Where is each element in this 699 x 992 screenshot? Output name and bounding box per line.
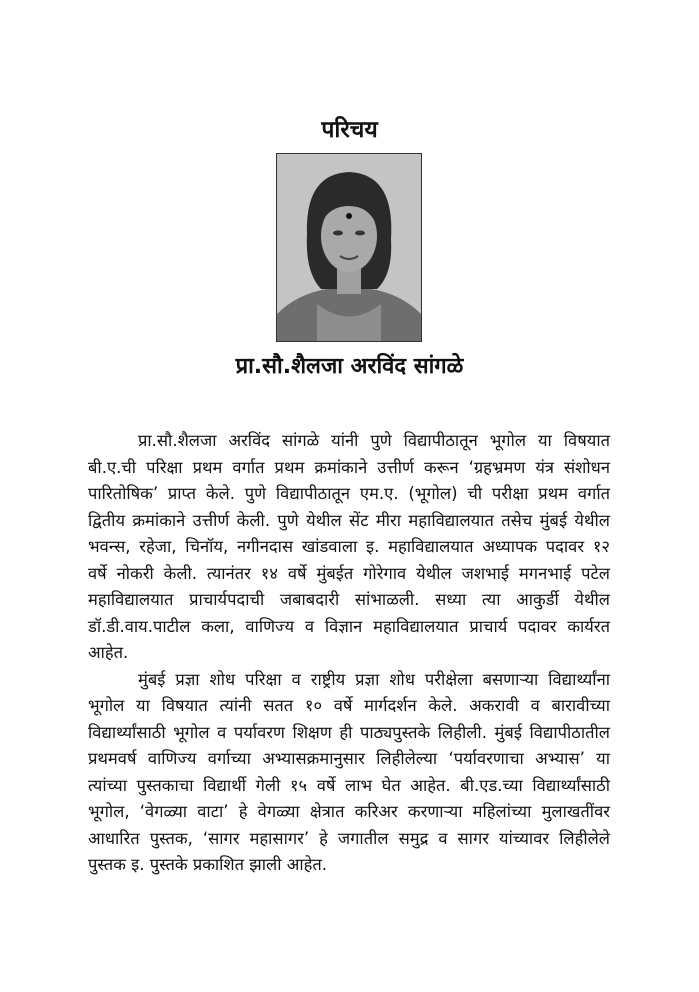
text-line: प्रा.सौ.शैलजा अरविंद सांगळे यांनी पुणे विद्यापीठातून भूगोल या विषयात (138, 431, 610, 450)
text-line: महाविद्यालयात प्राचार्यपदाची जबाबदारी सांभाळली. सध्या त्या आकुर्डी येथील (88, 590, 610, 609)
text-line: आधारित पुस्तक, ‘सागर महासागर’ हे जगातील समुद्र व सागर यांच्यावर लिहीलेले (88, 828, 610, 848)
paragraph-2 (88, 667, 610, 879)
text-line: त्यांच्या पुस्तकाचा विद्यार्थी गेली १५ वर्षे लाभ घेत आहेत. बी.एड.च्या विद्यार्थ्यांसाठी (88, 775, 610, 795)
text-line: पारितोषिक’ प्राप्त केले. पुणे विद्यापीठातून एम.ए. (भूगोल) ची परीक्षा प्रथम वर्गात (88, 484, 610, 503)
biography-text (88, 428, 610, 879)
text-line: पुस्तक इ. पुस्तके प्रकाशित झाली आहेत. (88, 855, 328, 874)
text-line: प्रथमवर्ष वाणिज्य वर्गाच्या अभ्यासक्रमानुसार लिहीलेल्या ‘पर्यावरणाचा अभ्यास’ या (88, 749, 610, 768)
text-line: डॉ.डी.वाय.पाटील कला, वाणिज्य व विज्ञान महाविद्यालयात प्राचार्य पदावर कार्यरत (88, 616, 610, 636)
portrait-image (277, 154, 421, 341)
text-line: भवन्स, रहेजा, चिनॉय, नगीनदास खांडवाला इ. महाविद्यालयात अध्यापक पदावर १२ (88, 537, 610, 556)
paragraph-1 (88, 428, 610, 667)
text-line: आहेत. (88, 643, 129, 662)
text-line: मुंबई प्रज्ञा शोध परिक्षा व राष्ट्रीय प्रज्ञा शोध परीक्षेला बसणाऱ्या विद्यार्थ्यांना (138, 669, 610, 689)
text-line: वर्षे नोकरी केली. त्यानंतर १४ वर्षे मुंबईत गोरेगाव येथील जशभाई मगनभाई पटेल (88, 563, 610, 583)
author-name: प्रा.सौ.शैलजा अरविंद सांगळे (235, 354, 464, 379)
text-line: द्वितीय क्रमांकाने उत्तीर्ण केली. पुणे येथील सेंट मीरा महाविद्यालयात तसेच मुंबई येथील (88, 510, 610, 530)
page-title: परिचय (321, 117, 378, 143)
author-photo (276, 153, 422, 342)
text-line: बी.ए.ची परिक्षा प्रथम वर्गात प्रथम क्रमांकाने उत्तीर्ण करून ‘ग्रहभ्रमण यंत्र संशोधन (88, 457, 610, 477)
text-line: भूगोल, ‘वेगळ्या वाटा’ हे वेगळ्या क्षेत्रात करिअर करणाऱ्या महिलांच्या मुलाखतींवर (88, 802, 610, 821)
text-line: भूगोल या विषयात त्यांनी सतत १० वर्षे मार्गदर्शन केले. अकरावी व बारावीच्या (88, 696, 610, 715)
text-line: विद्यार्थ्यांसाठी भूगोल व पर्यावरण शिक्षण ही पाठ्यपुस्तके लिहीली. मुंबई विद्यापीठातील (88, 722, 610, 742)
